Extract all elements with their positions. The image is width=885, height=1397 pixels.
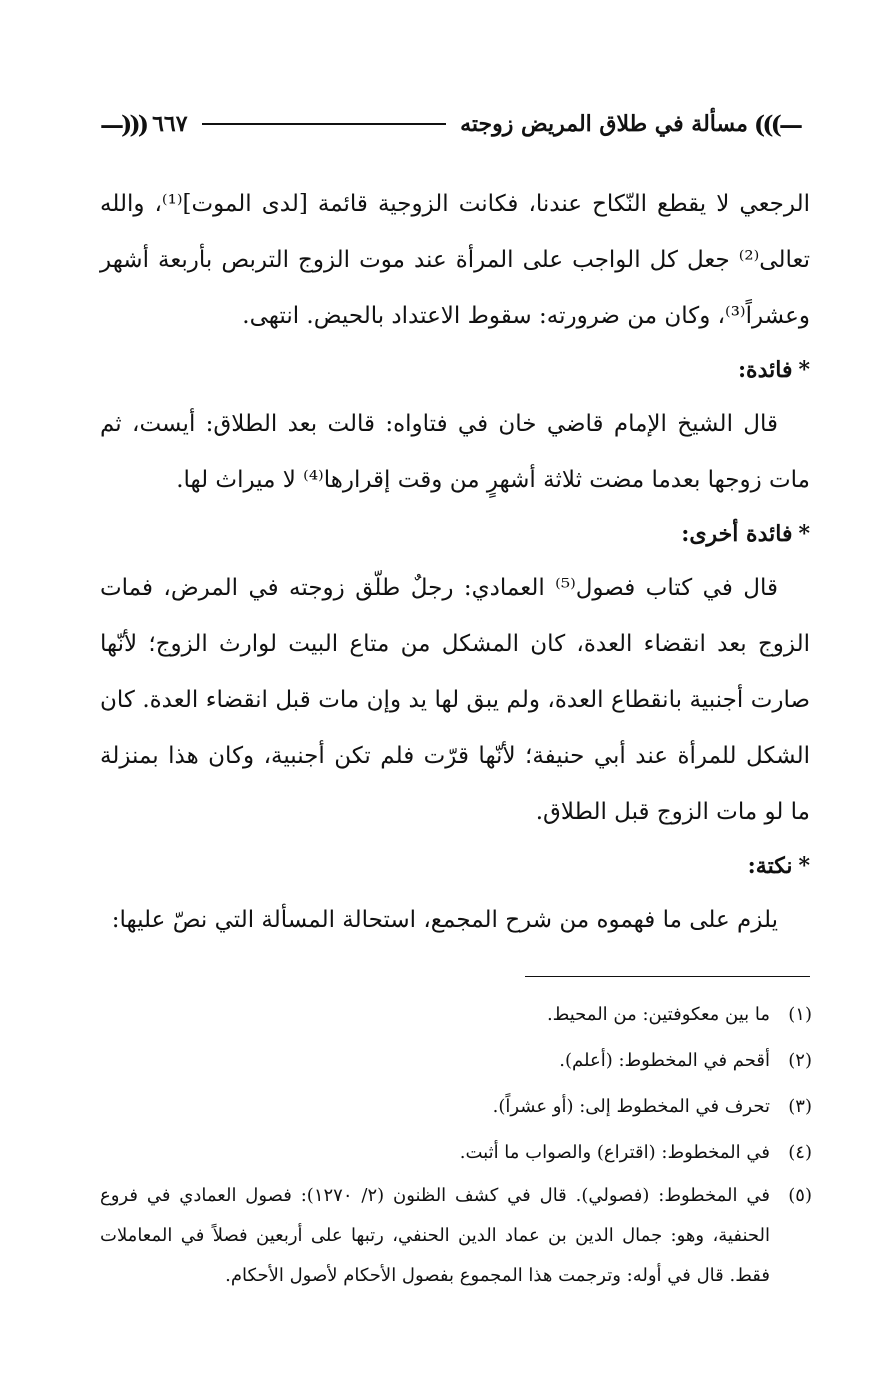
footnote-item	[100, 992, 812, 1038]
footnote-item	[100, 1130, 812, 1176]
header-ornament-right: —)))	[753, 109, 800, 139]
footnotes	[100, 992, 812, 1296]
footnote-item	[100, 1084, 812, 1130]
footnote-item	[100, 1038, 812, 1084]
section-heading-faida	[100, 344, 810, 396]
header-ornament-left: (((—	[100, 109, 147, 139]
section-heading-nukta	[100, 840, 810, 892]
footnote-separator	[525, 976, 810, 977]
running-title: مسألة في طلاق المريض زوجته	[460, 111, 748, 137]
paragraph-2: قال الشيخ الإمام قاضي خان في فتاواه: قالت بعد الطلاق: أيست، ثم مات زوجها بعدما مضت ثلاثة أشهرٍ من وقت إقرارها⁽⁴⁾ لا ميراث لها.	[100, 411, 810, 493]
heading-text: فائدة:	[737, 357, 793, 383]
page-header	[100, 104, 800, 144]
footnote-number: (٢)	[788, 1050, 812, 1071]
footnote-text: ما بين معكوفتين: من المحيط.	[546, 1004, 770, 1025]
heading-marker: *	[798, 853, 810, 879]
footnote-text: في المخطوط: (اقتراع) والصواب ما أثبت.	[459, 1142, 770, 1163]
footnote-number: (٣)	[788, 1096, 812, 1117]
footnote-number: (١)	[788, 1004, 812, 1025]
paragraph-4: يلزم على ما فهموه من شرح المجمع، استحالة المسألة التي نصّ عليها:	[111, 907, 778, 933]
footnote-text: أقحم في المخطوط: (أعلم).	[559, 1050, 770, 1071]
paragraph-1: الرجعي لا يقطع النّكاح عندنا، فكانت الزوجية قائمة [لدى الموت]⁽¹⁾، والله تعالى⁽²⁾ جعل كل الواجب على المرأة عند موت الزوج التربص بأربعة أشهر وعشراً⁽³⁾، وكان من ضرورته: سقوط الاعتداد بالحيض. انتهى.	[100, 191, 810, 329]
footnote-text: في المخطوط: (فصولي). قال في كشف الظنون (٢/ ١٢٧٠): فصول العمادي في فروع الحنفية، وهو: جمال الدين بن عماد الدين الحنفي، رتبها على أربعين فصلاً في المعاملات فقط. قال في أوله: وترجمت هذا المجموع بفصول الأحكام لأصول الأحكام.	[100, 1185, 770, 1286]
paragraph-3: قال في كتاب فصول⁽⁵⁾ العمادي: رجلٌ طلّق زوجته في المرض، فمات الزوج بعد انقضاء العدة، كان المشكل من متاع البيت لوارث الزوج؛ لأنّها صارت أجنبية بانقطاع العدة، ولم يبق لها يد وإن مات قبل انقضاء العدة. كان الشكل للمرأة عند أبي حنيفة؛ لأنّها قرّت فلم تكن أجنبية، وكان هذا بمنزلة ما لو مات الزوج قبل الطلاق.	[100, 575, 810, 825]
footnote-item	[100, 1176, 812, 1296]
main-text	[100, 176, 810, 948]
heading-text: نكتة:	[747, 853, 793, 879]
footnote-number: (٤)	[788, 1142, 812, 1163]
page-number: ٦٦٧	[152, 111, 188, 137]
footnote-text: تحرف في المخطوط إلى: (أو عشراً).	[492, 1096, 770, 1117]
heading-marker: *	[798, 521, 810, 547]
heading-text: فائدة أخرى:	[681, 521, 793, 547]
footnote-number: (٥)	[788, 1185, 812, 1206]
heading-marker: *	[798, 357, 810, 383]
header-rule	[202, 123, 447, 125]
section-heading-faida-ukhra	[100, 508, 810, 560]
